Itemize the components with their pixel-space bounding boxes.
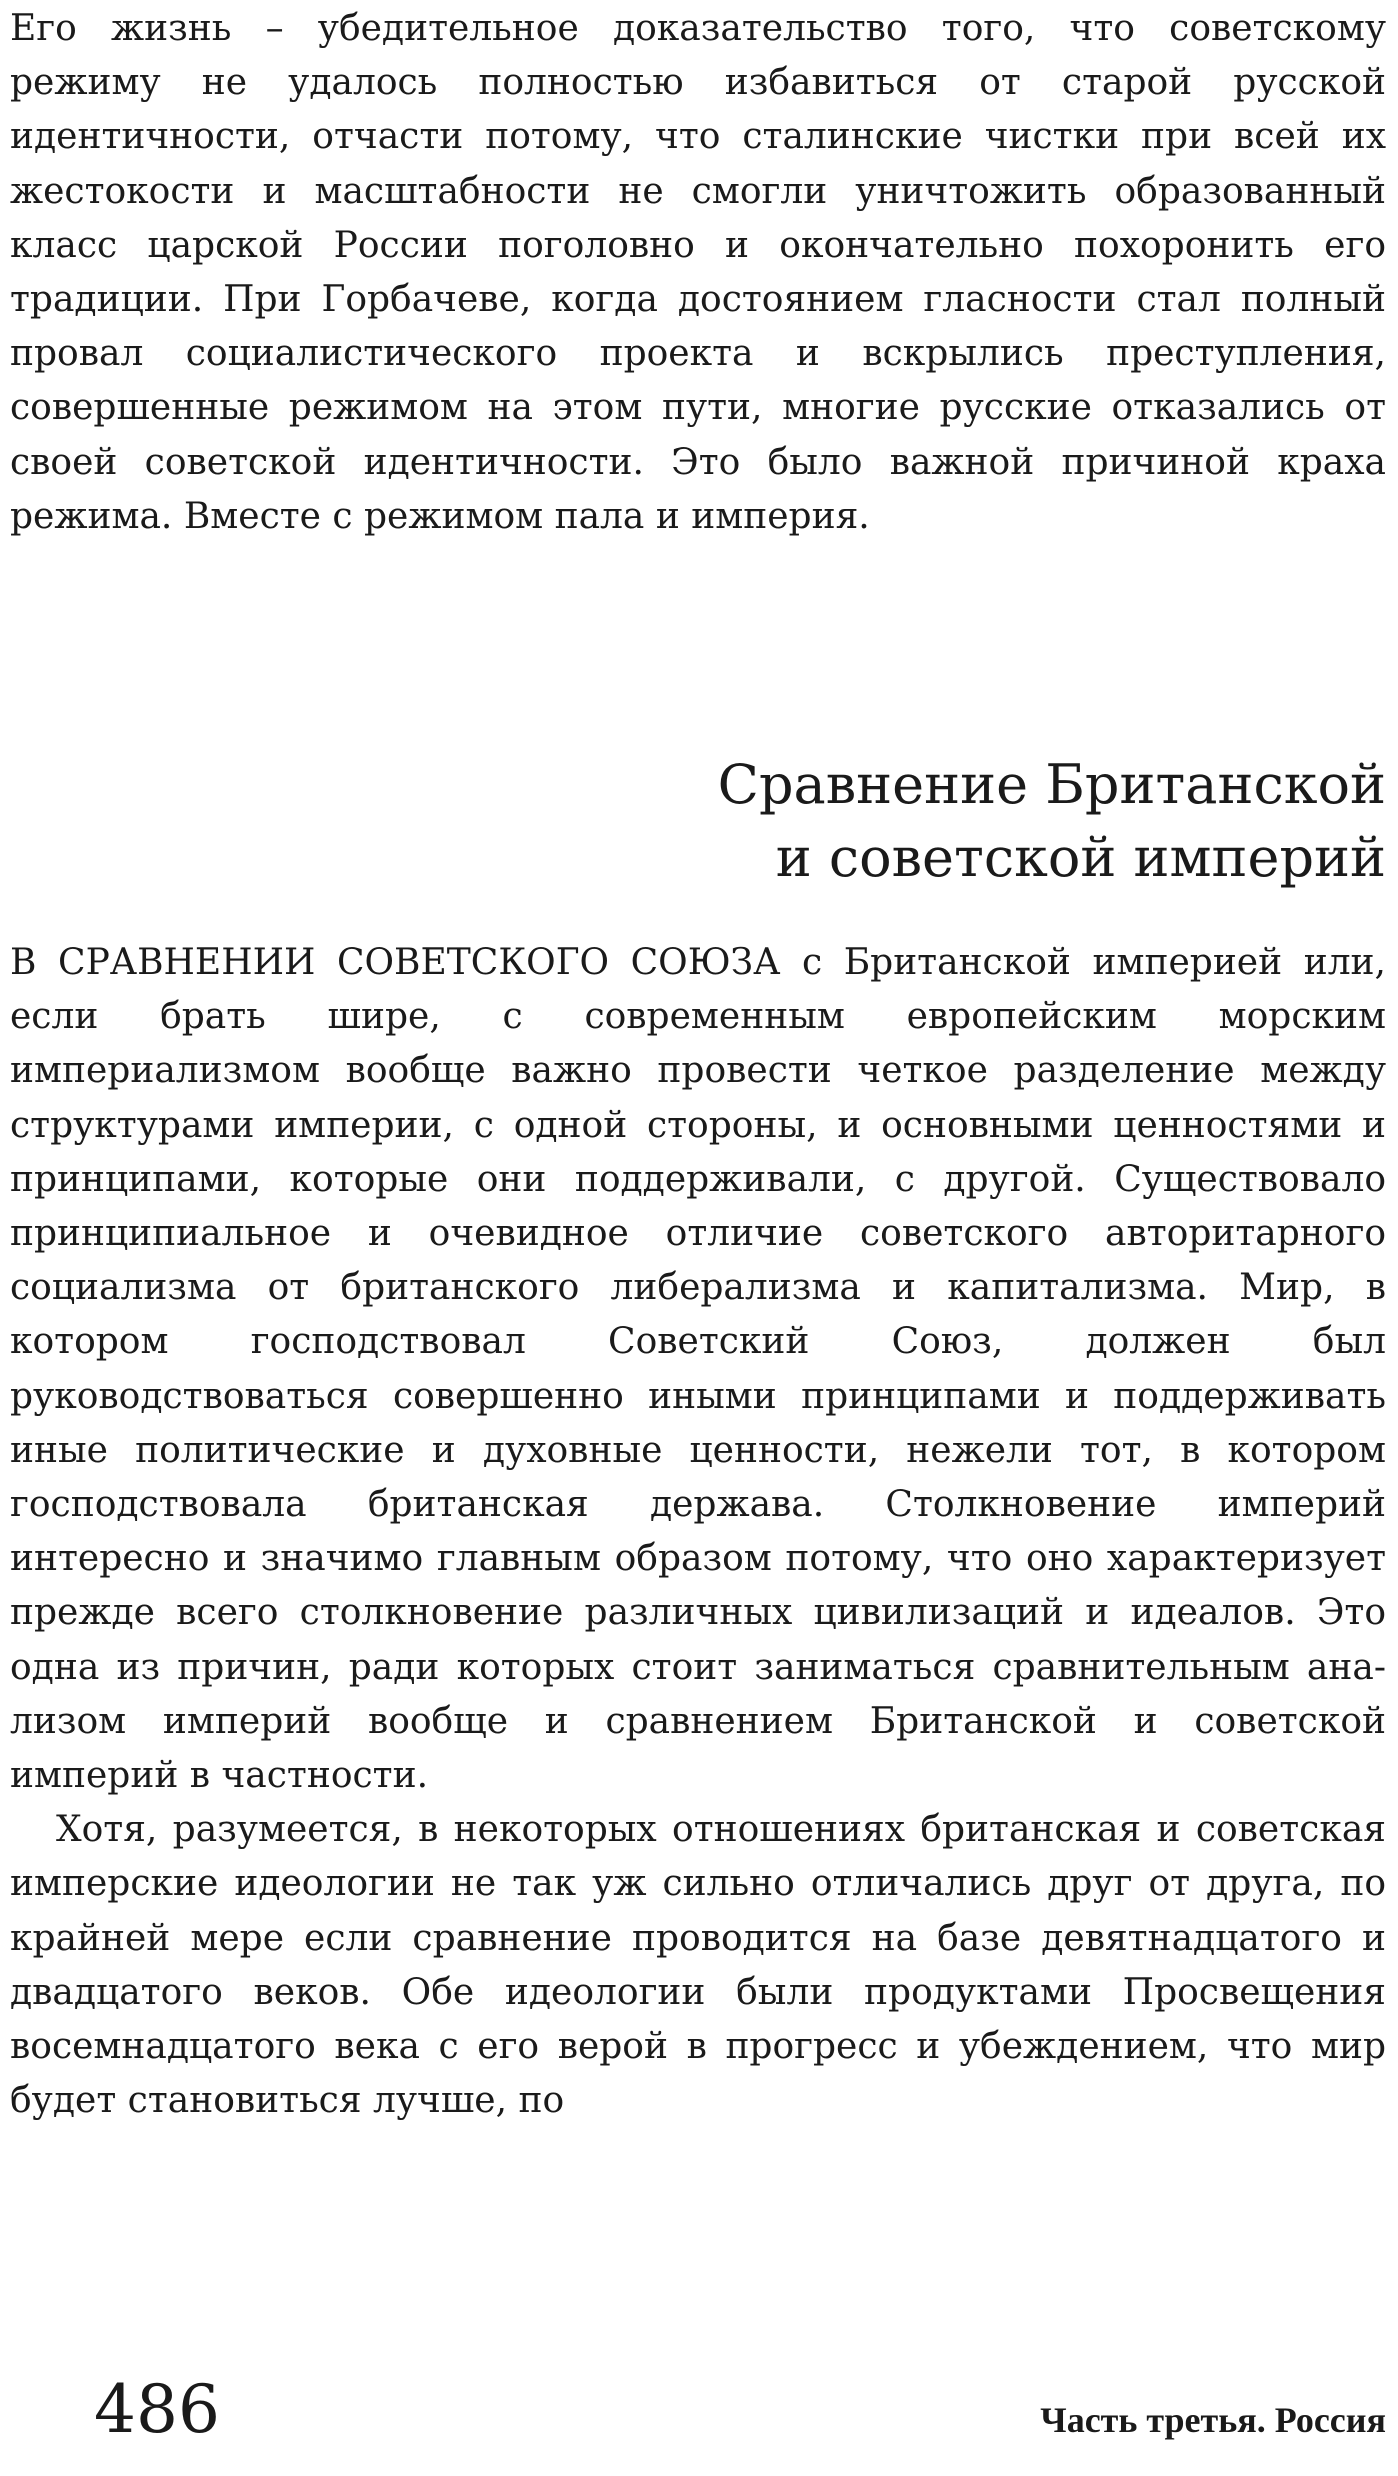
section-title-line-2: и советской империй <box>775 826 1386 889</box>
page-number: 486 <box>94 2371 220 2448</box>
continuation-block <box>10 0 1386 544</box>
body-paragraph-1: В СРАВНЕНИИ СОВЕТСКОГО СОЮЗА с Британской империей или, если брать шире, с современным европейским морским империализмом вообще важно провести четкое разделение между структурами империи, с одной стороны, и основными ценностями и принципами, которые они поддерживали, с другой. Существовало принципиальное и очевидное отличие советского авторитарного социализма от британского либерализма и капитализма. Мир, в котором господствовал Советский Союз, должен был руководствоваться совершенно иными принципами и поддерживать иные политические и духовные ценности, нежели тот, в котором господствовала британская держава. Столкновение империй интересно и значимо главным образом потому, что оно характеризует прежде всего столкновение различных цивилизаций и идеалов. Это одна из причин, ради которых стоит заниматься сравнительным анализом империй вообще и сравнением Британской и советской империй в частности. <box>10 942 1386 1797</box>
section-title-line-1: Сравнение Британской <box>717 753 1386 816</box>
section-body <box>10 936 1386 2128</box>
body-paragraph-2: Хотя, разумеется, в некоторых отношениях британская и советская имперские идеологии не так уж сильно отличались друг от друга, по крайней мере если сравнение проводится на базе девятнадцатого и двадцатого веков. Обе идеологии были продуктами Просвещения восемнадцатого века с его верой в прогресс и убеждением, что мир будет становиться лучше, по <box>10 1809 1386 2122</box>
continuation-paragraph: Его жизнь – убедительное доказательство того, что советскому режиму не удалось полностью избавиться от старой русской идентичности, отчасти потому, что сталинские чистки при всей их жестокости и масштабности не смогли уничтожить образованный класс царской России поголовно и окончательно похоронить его традиции. При Горбачеве, когда достоянием гласности стал полный провал социалистического проекта и вскрылись преступления, совершенные режимом на этом пути, многие русские отказались от своей советской идентичности. Это было важной причиной краха режима. Вместе с режимом пала и империя. <box>10 8 1386 537</box>
page-footer <box>10 2370 1386 2460</box>
running-head: Часть третья. Россия <box>1040 2400 1386 2440</box>
section-heading <box>10 748 1386 894</box>
